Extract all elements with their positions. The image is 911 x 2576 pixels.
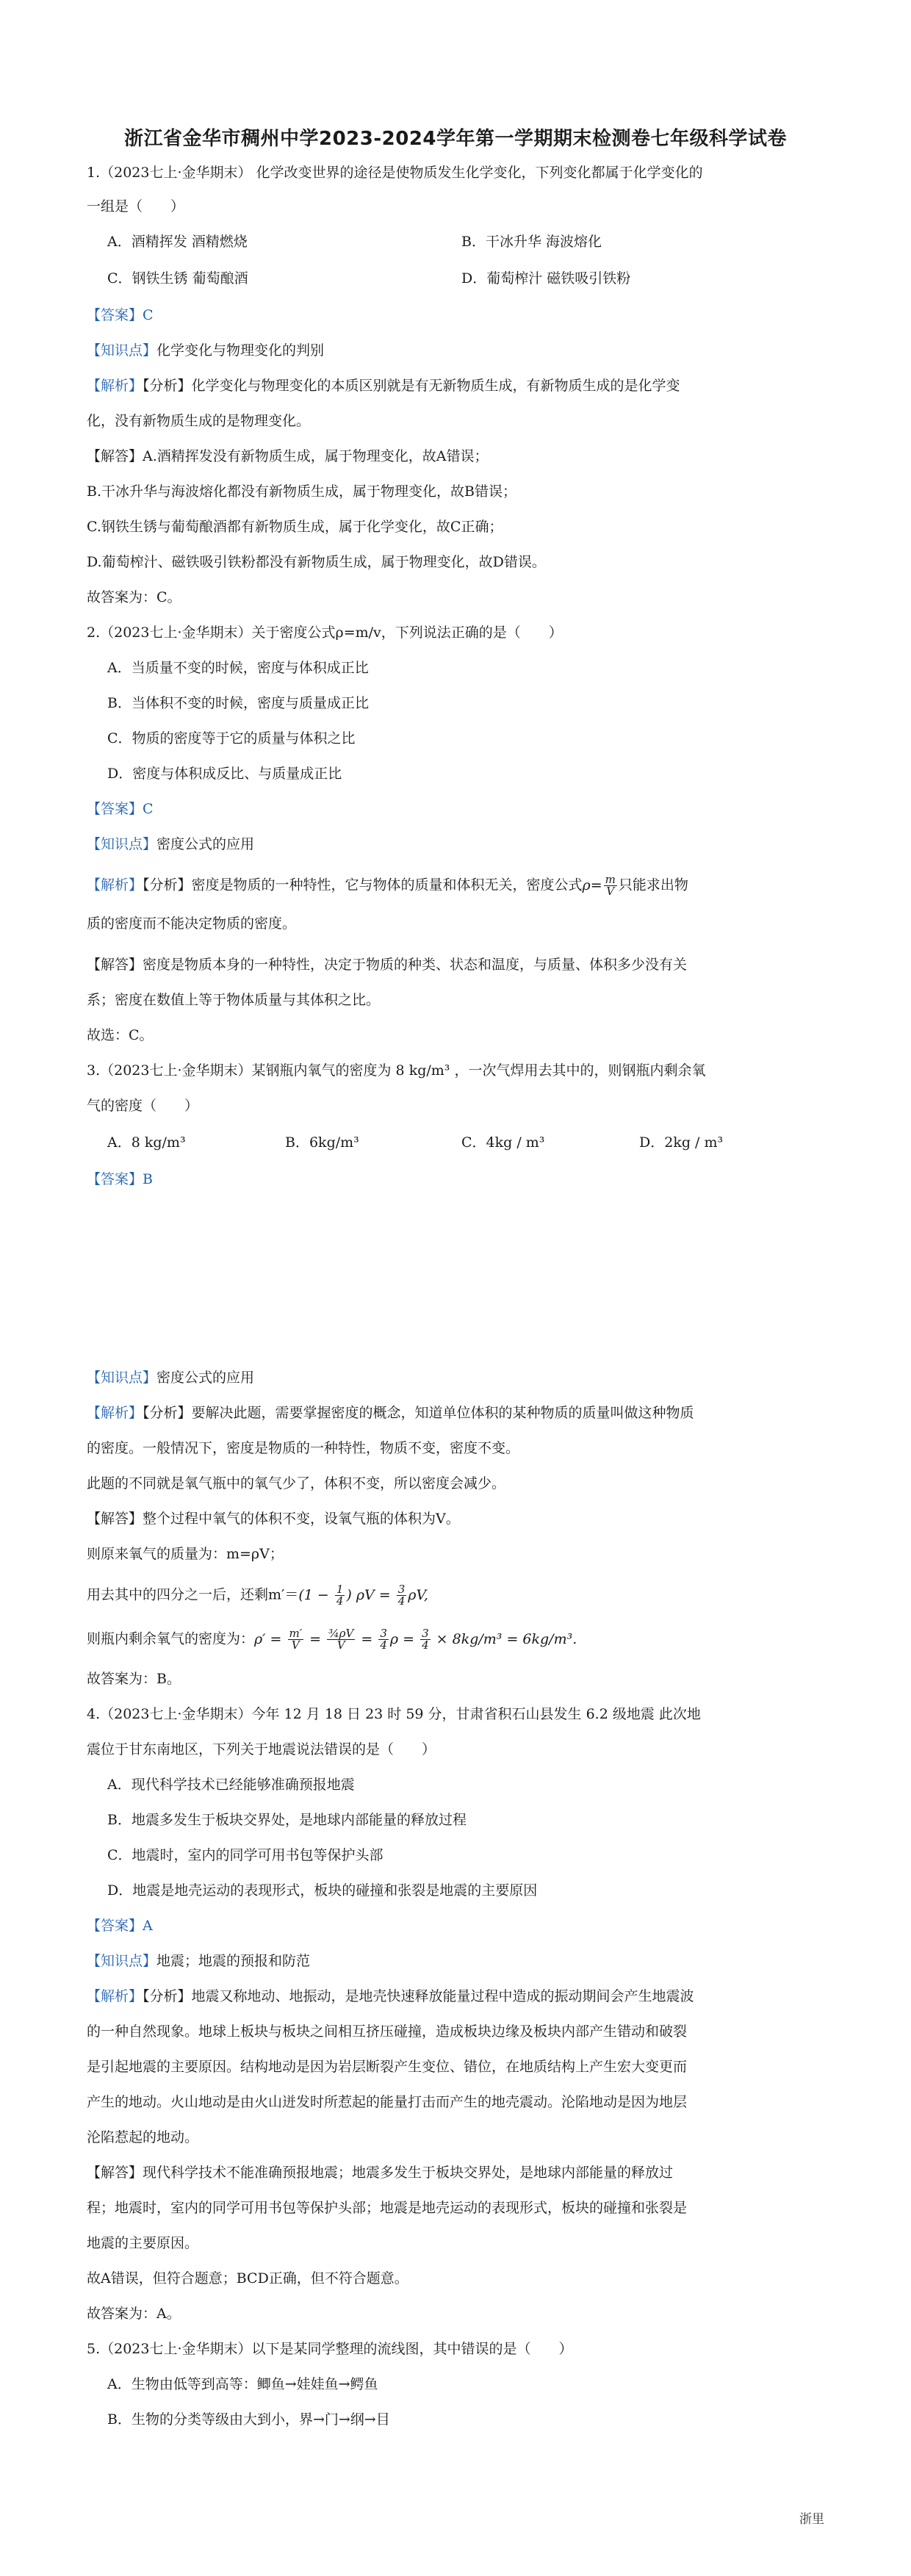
q2-answer [87, 799, 154, 819]
solve-text: 则瓶内剩余氧气的密度为： [87, 1630, 255, 1647]
q2-stem: 2.（2023七上·金华期末）关于密度公式ρ=m/v，下列说法正确的是（ ） [87, 625, 563, 641]
answer-tag: 【答案】 [87, 1171, 143, 1187]
q1-option-a: A．酒精挥发 酒精燃烧 [107, 234, 248, 250]
analysis-tag: 【解析】 [87, 1405, 143, 1421]
solve-text: 密度是物质本身的一种特性，决定于物质的种类、状态和温度，与质量、体积多少没有关 [143, 957, 688, 973]
q4-answer [87, 1916, 153, 1935]
q3-analysis-line1 [87, 1403, 694, 1422]
q4-option-a: A．现代科学技术已经能够准确预报地震 [107, 1777, 355, 1793]
fenxi-tag: 【分析】 [143, 1405, 192, 1421]
q3-solve-line3 [87, 1584, 428, 1607]
q3-option-d: D．2kg / m³ [639, 1134, 724, 1151]
q2-solve-line2: 系；密度在数值上等于物体质量与其体积之比。 [87, 992, 381, 1008]
answer-value: A [143, 1918, 153, 1934]
q4-analysis-line5: 沦陷惹起的地动。 [87, 2129, 199, 2145]
q3-analysis-line2: 的密度。一般情况下，密度是物质的一种特性，物质不变，密度不变。 [87, 1440, 520, 1456]
answer-value: C [143, 801, 154, 817]
knowledge-text: 密度公式的应用 [156, 836, 255, 852]
solve-tag: 【解答】 [87, 448, 143, 464]
q2-solve-line1 [87, 955, 687, 974]
q2-option-a: A．当质量不变的时候，密度与体积成正比 [107, 660, 369, 676]
analysis-tag: 【解析】 [87, 378, 143, 394]
solve-text: 整个过程中氧气的体积不变，设氧气瓶的体积为V。 [143, 1511, 460, 1527]
q4-option-d: D．地震是地壳运动的表现形式，板块的碰撞和张裂是地震的主要原因 [107, 1882, 538, 1899]
q3-stem-line2: 气的密度（ ） [87, 1098, 199, 1114]
analysis-tag: 【解析】 [87, 1988, 143, 2004]
q4-analysis-line3: 是引起地震的主要原因。结构地动是因为岩层断裂产生变位、错位，在地质结构上产生宏大变更而 [87, 2059, 688, 2075]
q1-solve-line1 [87, 447, 489, 466]
q5-stem: 5.（2023七上·金华期末）以下是某同学整理的流线图，其中错误的是（ ） [87, 2341, 573, 2357]
answer-tag: 【答案】 [87, 801, 143, 817]
knowledge-text: 化学变化与物理变化的判别 [156, 342, 325, 359]
q4-solve-line1 [87, 2163, 673, 2182]
page-footer: 浙里 [799, 2512, 824, 2527]
solve-text: A.酒精挥发没有新物质生成，属于物理变化，故A错误； [143, 448, 489, 464]
q4-solve-line2: 程；地震时，室内的同学可用书包等保护头部；地震是地壳运动的表现形式，板块的碰撞和张裂是 [87, 2200, 688, 2216]
q2-analysis-line2: 质的密度而不能决定物质的密度。 [87, 915, 297, 932]
q2-option-c: C．物质的密度等于它的质量与体积之比 [107, 730, 356, 746]
answer-value: B [143, 1171, 153, 1187]
q1-knowledge [87, 341, 324, 360]
q3-answer [87, 1170, 153, 1189]
q2-final: 故选：C。 [87, 1027, 154, 1043]
q4-solve-line4: 故A错误，但符合题意；BCD正确，但不符合题意。 [87, 2270, 408, 2287]
analysis-text: 地震又称地动、地振动，是地壳快速释放能量过程中造成的振动期间会产生地震波 [191, 1988, 694, 2004]
q1-option-d: D．葡萄榨汁 磁铁吸引铁粉 [461, 270, 631, 287]
q3-option-a: A．8 kg/m³ [107, 1134, 186, 1151]
knowledge-tag: 【知识点】 [87, 1370, 157, 1386]
solve-text: 用去其中的四分之一后，还剩m′＝ [87, 1586, 299, 1603]
q1-analysis-line1 [87, 376, 680, 395]
q5-option-b: B．生物的分类等级由大到小，界→门→纲→目 [107, 2411, 390, 2428]
solve-tag: 【解答】 [87, 1511, 143, 1527]
q4-analysis-line2: 的一种自然现象。地球上板块与板块之间相互挤压碰撞，造成板块边缘及板块内部产生错动和破裂 [87, 2023, 688, 2040]
q2-option-b: B．当体积不变的时候，密度与质量成正比 [107, 695, 369, 711]
q3-analysis-line3: 此题的不同就是氧气瓶中的氧气少了，体积不变，所以密度会减少。 [87, 1475, 506, 1492]
analysis-text-cont: 只能求出物 [618, 877, 688, 893]
q1-option-b: B．干冰升华 海波熔化 [461, 234, 602, 250]
density-formula: ρ= $\frac{m}{V}$ [582, 873, 616, 898]
q1-solve-line4: D.葡萄榨汁、磁铁吸引铁粉都没有新物质生成，属于物理变化，故D错误。 [87, 554, 546, 570]
q1-solve-line3: C.钢铁生锈与葡萄酿酒都有新物质生成，属于化学变化，故C正确； [87, 519, 503, 535]
fenxi-tag: 【分析】 [143, 1988, 192, 2004]
knowledge-text: 地震；地震的预报和防范 [156, 1953, 311, 1969]
knowledge-tag: 【知识点】 [87, 836, 157, 852]
q4-stem-line1: 4.（2023七上·金华期末）今年 12 月 18 日 23 时 59 分，甘肃省积石山县发生 6.2 级地震 此次地 [87, 1706, 701, 1722]
q3-solve-line2: 则原来氧气的质量为：m=ρV； [87, 1546, 284, 1562]
q1-analysis-line2: 化，没有新物质生成的是物理变化。 [87, 413, 311, 429]
page-title: 浙江省金华市稠州中学2023-2024学年第一学期期末检测卷七年级科学试卷 [123, 128, 788, 150]
q3-stem-line1: 3.（2023七上·金华期末）某钢瓶内氧气的密度为 8 kg/m³ ，一次气焊用去其中的，则钢瓶内剩余氧 [87, 1062, 706, 1079]
q4-option-c: C．地震时，室内的同学可用书包等保护头部 [107, 1847, 384, 1863]
q4-final: 故答案为：A。 [87, 2306, 181, 2322]
analysis-tag: 【解析】 [87, 877, 143, 893]
analysis-text: 密度是物质的一种特性，它与物体的质量和体积无关，密度公式 [191, 877, 583, 893]
q4-analysis-line4: 产生的地动。火山地动是由火山迸发时所惹起的能量打击而产生的地壳震动。沦陷地动是因为地层 [87, 2094, 688, 2110]
q3-solve-line4 [87, 1628, 577, 1651]
q5-option-a: A．生物由低等到高等：鲫鱼→娃娃鱼→鳄鱼 [107, 2376, 378, 2392]
q2-analysis-line1 [87, 874, 688, 897]
remaining-density-formula: ρ′ = $\frac{m'}{V}$ = $\frac{\text{¾ρV}}{V}$ = $\frac{3}{4}$ ρ = $\frac{3}{4}$ × 8kg/m³ = 6kg/m³. [254, 1627, 577, 1652]
analysis-text: 化学变化与物理变化的本质区别就是有无新物质生成，有新物质生成的是化学变 [191, 378, 680, 394]
q2-option-d: D．密度与体积成反比、与质量成正比 [107, 766, 342, 782]
solve-tag: 【解答】 [87, 2165, 143, 2181]
answer-tag: 【答案】 [87, 307, 143, 323]
q4-stem-line2: 震位于甘东南地区，下列关于地震说法错误的是（ ） [87, 1741, 436, 1757]
q1-answer [87, 306, 154, 325]
knowledge-tag: 【知识点】 [87, 1953, 157, 1969]
q1-stem-line1: 1.（2023七上·金华期末） 化学改变世界的途径是使物质发生化学变化，下列变化都属于化学变化的 [87, 165, 703, 181]
q1-solve-line2: B.干冰升华与海波熔化都没有新物质生成，属于物理变化，故B错误； [87, 483, 516, 500]
q4-knowledge [87, 1951, 310, 1971]
fenxi-tag: 【分析】 [143, 378, 192, 394]
solve-tag: 【解答】 [87, 957, 143, 973]
q3-knowledge [87, 1368, 254, 1387]
q1-final: 故答案为：C。 [87, 589, 181, 605]
remaining-mass-formula: (1 − $\frac{1}{4}$ ) ρV = $\frac{3}{4}$ ρV, [298, 1583, 428, 1608]
analysis-text: 要解决此题，需要掌握密度的概念，知道单位体积的某种物质的质量叫做这种物质 [191, 1405, 694, 1421]
q3-option-b: B．6kg/m³ [285, 1134, 359, 1151]
q3-final: 故答案为：B。 [87, 1671, 181, 1687]
q1-stem-line2: 一组是（ ） [87, 198, 185, 215]
q4-analysis-line1 [87, 1987, 694, 2006]
q2-knowledge [87, 835, 254, 854]
solve-text: 现代科学技术不能准确预报地震；地震多发生于板块交界处，是地球内部能量的释放过 [143, 2165, 674, 2181]
knowledge-tag: 【知识点】 [87, 342, 157, 359]
answer-tag: 【答案】 [87, 1918, 143, 1934]
q1-option-c: C．钢铁生锈 葡萄酿酒 [107, 270, 248, 287]
answer-value: C [143, 307, 154, 323]
q4-solve-line3: 地震的主要原因。 [87, 2235, 199, 2251]
q3-solve-line1 [87, 1509, 460, 1528]
knowledge-text: 密度公式的应用 [156, 1370, 255, 1386]
fenxi-tag: 【分析】 [143, 877, 192, 893]
q3-option-c: C．4kg / m³ [461, 1134, 545, 1151]
q4-option-b: B．地震多发生于板块交界处，是地球内部能量的释放过程 [107, 1812, 467, 1828]
